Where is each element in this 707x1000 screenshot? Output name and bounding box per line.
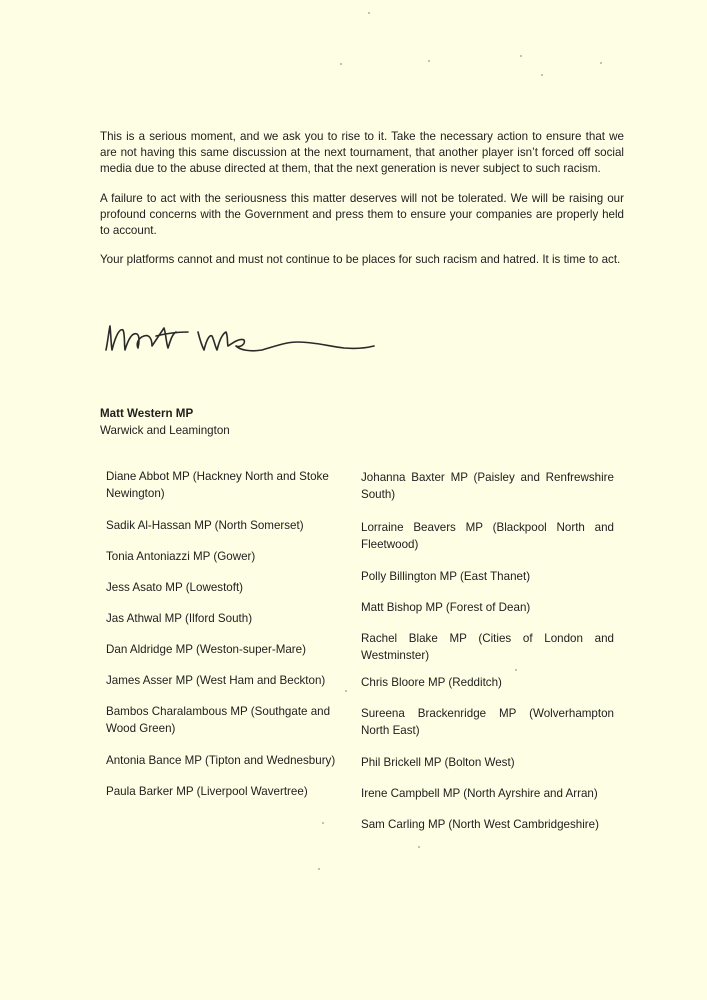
letter-paragraph: Your platforms cannot and must not continue to be places for such racism and hatred. It is time to act. bbox=[100, 253, 621, 267]
signatory-entry: Rachel Blake MP (Cities of London and Westminster) bbox=[361, 632, 614, 662]
signatory-entry: Phil Brickell MP (Bolton West) bbox=[361, 756, 515, 769]
letter-paragraph: A failure to act with the seriousness this matter deserves will not be tolerated. We will be raising our profound concerns with the Government and press them to ensure your companies are properly held to account. bbox=[100, 191, 624, 238]
signatory-entry: Lorraine Beavers MP (Blackpool North and Fleetwood) bbox=[361, 521, 614, 551]
scan-speck bbox=[418, 846, 420, 848]
signatory-entry: Tonia Antoniazzi MP (Gower) bbox=[106, 550, 256, 563]
scan-speck bbox=[515, 669, 517, 671]
signatory-entry: Johanna Baxter MP (Paisley and Renfrewshire South) bbox=[361, 471, 614, 501]
scan-speck bbox=[520, 55, 522, 57]
scan-speck bbox=[600, 62, 602, 64]
scan-speck bbox=[368, 12, 370, 14]
signatory-entry: James Asser MP (West Ham and Beckton) bbox=[106, 674, 326, 687]
signatory-entry: Irene Campbell MP (North Ayrshire and Arran) bbox=[361, 787, 598, 800]
handwritten-signature bbox=[100, 312, 390, 362]
letter-body bbox=[100, 129, 624, 281]
signatory-entry: Antonia Bance MP (Tipton and Wednesbury) bbox=[106, 754, 336, 767]
scan-speck bbox=[541, 74, 543, 76]
signatory-entry: Chris Bloore MP (Redditch) bbox=[361, 676, 502, 689]
sender-block bbox=[100, 405, 230, 439]
signatory-entry: Matt Bishop MP (Forest of Dean) bbox=[361, 601, 531, 614]
signatory-entry: Sadik Al-Hassan MP (North Somerset) bbox=[106, 519, 304, 532]
sender-name: Matt Western MP bbox=[100, 407, 194, 420]
signatory-entry: Sam Carling MP (North West Cambridgeshire) bbox=[361, 818, 599, 831]
signatory-entry: Diane Abbot MP (Hackney North and Stoke Newington) bbox=[106, 470, 329, 500]
signatory-entry: Paula Barker MP (Liverpool Wavertree) bbox=[106, 785, 308, 798]
scan-speck bbox=[322, 822, 324, 824]
signatory-entry: Jas Athwal MP (Ilford South) bbox=[106, 612, 253, 625]
signatory-entry: Polly Billington MP (East Thanet) bbox=[361, 570, 531, 583]
letter-paragraph: This is a serious moment, and we ask you to rise to it. Take the necessary action to ensure that we are not having this same discussion at the next tournament, that another player isn’t forced off social media due to the abuse directed at them, that the next generation is never subject to such racism. bbox=[100, 130, 624, 176]
scan-speck bbox=[345, 690, 347, 692]
signatory-entry: Dan Aldridge MP (Weston-super-Mare) bbox=[106, 643, 306, 656]
scan-speck bbox=[340, 63, 342, 65]
signatory-entry: Jess Asato MP (Lowestoft) bbox=[106, 581, 244, 594]
scan-speck bbox=[428, 60, 430, 62]
signatory-entry: Bambos Charalambous MP (Southgate and Wood Green) bbox=[106, 705, 331, 735]
signatory-entry: Sureena Brackenridge MP (Wolverhampton North East) bbox=[361, 707, 614, 737]
scan-speck bbox=[318, 868, 320, 870]
sender-constituency: Warwick and Leamington bbox=[100, 424, 230, 437]
